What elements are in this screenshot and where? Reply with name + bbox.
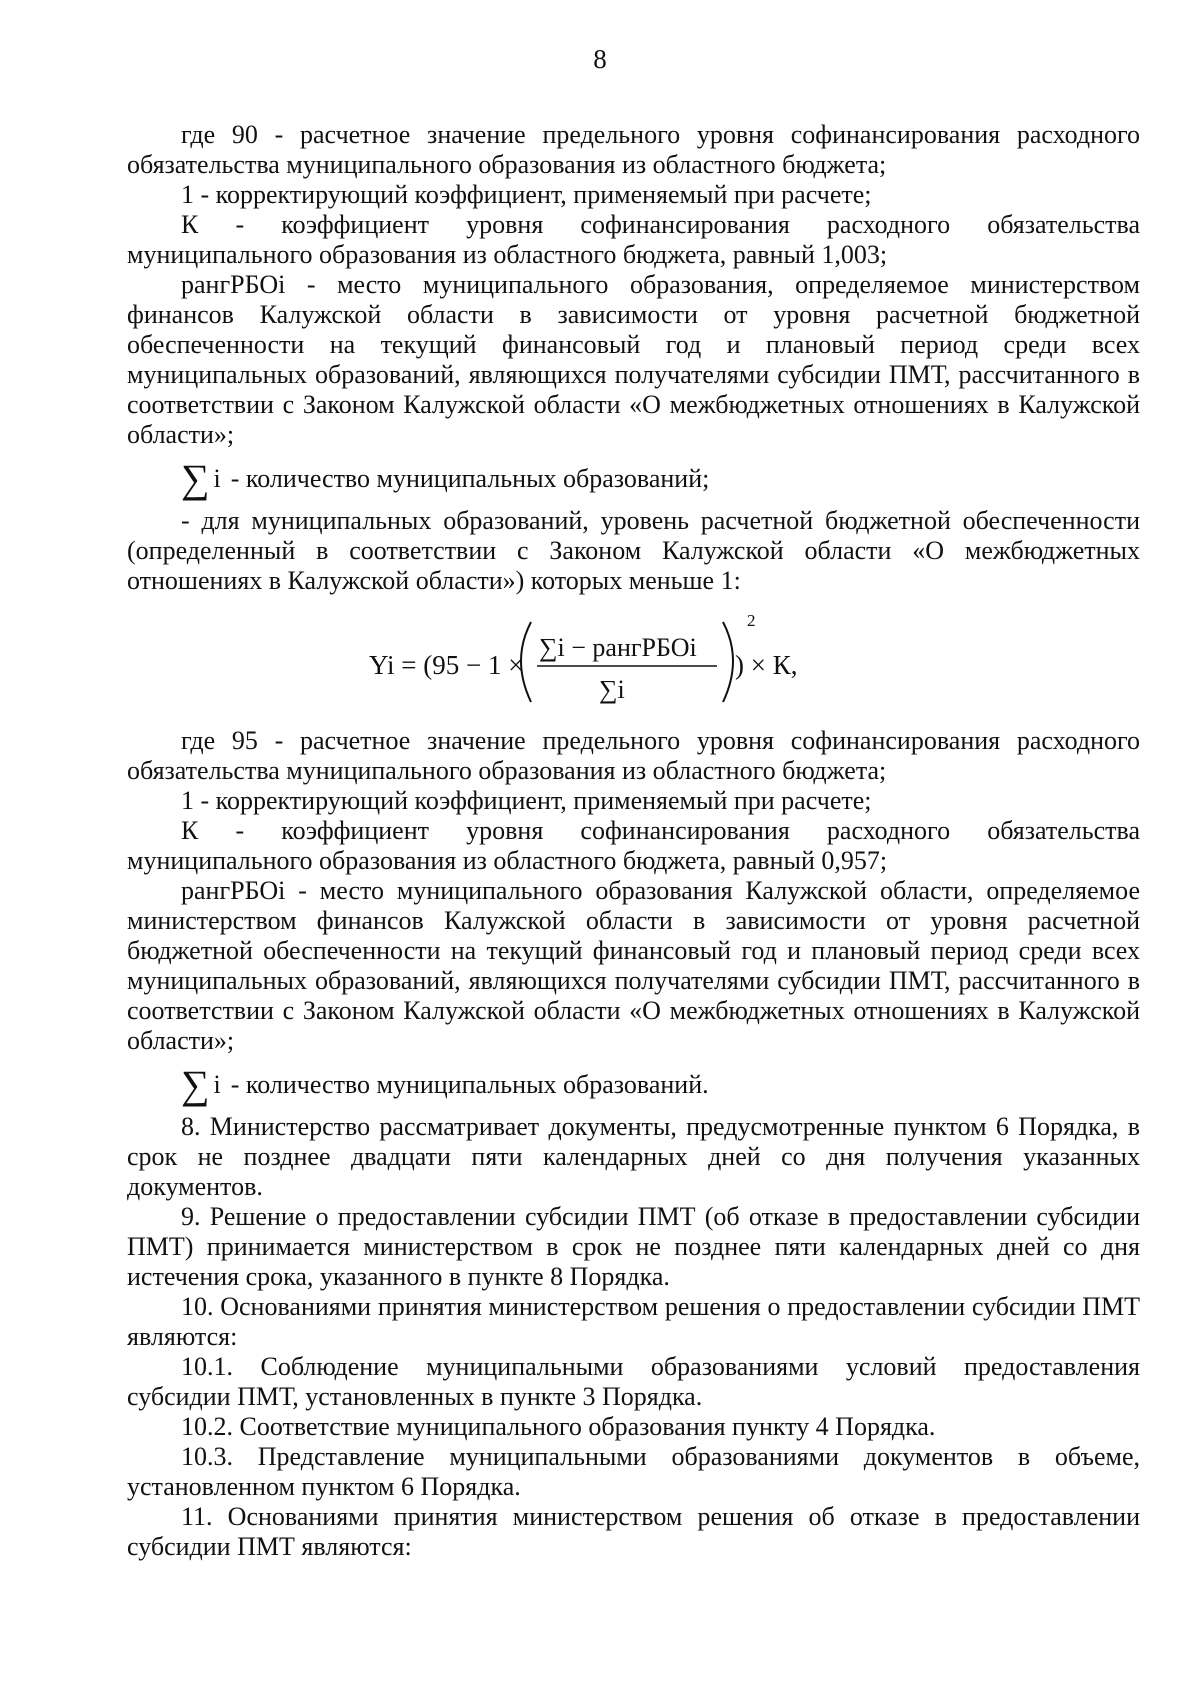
formula-graphic: [127, 602, 1140, 718]
paragraph: где 95 - расчетное значение предельного уровня софинансирования расходного обязательства муниципального образования из областного бюджета;: [127, 726, 1140, 785]
formula-lhs: Yi = (95 − 1 ×: [369, 650, 524, 680]
formula-exponent: 2: [747, 611, 756, 630]
formula-rhs: ) × К,: [735, 650, 798, 680]
formula: [127, 602, 1140, 718]
sigma-text: - количество муниципальных образований;: [230, 464, 710, 493]
page-number: 8: [593, 44, 607, 74]
formula-denominator: ∑i: [599, 675, 625, 704]
right-paren: [723, 622, 733, 702]
paragraph: 1 - корректирующий коэффициент, применяемый при расчете;: [181, 180, 872, 209]
paragraph: 10.2. Соответствие муниципального образования пункту 4 Порядка.: [181, 1412, 936, 1441]
paragraph: рангРБОi - место муниципального образования, определяемое министерством финансов Калужской области в зависимости от уровня расчетной бюджетной обеспеченности на текущий финансовый год и плановый период среди всех муниципальных образований, являющихся получателями субсидии ПМТ, рассчитанного в соответствии с Законом Калужской области «О межбюджетных отношениях в Калужской области»;: [127, 270, 1140, 449]
paragraph: 10. Основаниями принятия министерством решения о предоставлении субсидии ПМТ являются:: [127, 1292, 1140, 1351]
paragraph: рангРБОi - место муниципального образования Калужской области, определяемое министерством финансов Калужской области в зависимости от уровня расчетной бюджетной обеспеченности на текущий финансовый год и плановый период среди всех муниципальных образований, являющихся получателями субсидии ПМТ, рассчитанного в соответствии с Законом Калужской области «О межбюджетных отношениях в Калужской области»;: [127, 876, 1140, 1055]
paragraph: 1 - корректирующий коэффициент, применяемый при расчете;: [181, 786, 872, 815]
formula-numerator: ∑i − рангРБОi: [539, 633, 697, 662]
sum-symbol: ∑: [181, 456, 210, 501]
sum-symbol: ∑: [181, 1062, 210, 1107]
paragraph: где 90 - расчетное значение предельного уровня софинансирования расходного обязательства муниципального образования из областного бюджета;: [127, 120, 1140, 179]
document-body: [127, 120, 1140, 1562]
sum-index: i: [213, 1070, 221, 1099]
sigma-definition: [181, 1062, 1140, 1107]
paragraph: 10.3. Представление муниципальными образованиями документов в объеме, установленном пунктом 6 Порядка.: [127, 1442, 1140, 1501]
sigma-text: - количество муниципальных образований.: [230, 1070, 709, 1099]
paragraph: 11. Основаниями принятия министерством решения об отказе в предоставлении субсидии ПМТ являются:: [127, 1502, 1140, 1561]
paragraph: К - коэффициент уровня софинансирования расходного обязательства муниципального образования из областного бюджета, равный 1,003;: [127, 210, 1140, 269]
sum-index: i: [213, 464, 221, 493]
sigma-definition: [181, 456, 1140, 501]
paragraph: - для муниципальных образований, уровень расчетной бюджетной обеспеченности (определенный в соответствии с Законом Калужской области «О межбюджетных отношениях в Калужской области») которых меньше 1:: [127, 506, 1140, 595]
paragraph: К - коэффициент уровня софинансирования расходного обязательства муниципального образования из областного бюджета, равный 0,957;: [127, 816, 1140, 875]
paragraph: 8. Министерство рассматривает документы, предусмотренные пунктом 6 Порядка, в срок не позднее двадцати пяти календарных дней со дня получения указанных документов.: [127, 1112, 1140, 1201]
paragraph: 9. Решение о предоставлении субсидии ПМТ (об отказе в предоставлении субсидии ПМТ) принимается министерством в срок не позднее пяти календарных дней со дня истечения срока, указанного в пункте 8 Порядка.: [127, 1202, 1140, 1291]
paragraph: 10.1. Соблюдение муниципальными образованиями условий предоставления субсидии ПМТ, установленных в пункте 3 Порядка.: [127, 1352, 1140, 1411]
